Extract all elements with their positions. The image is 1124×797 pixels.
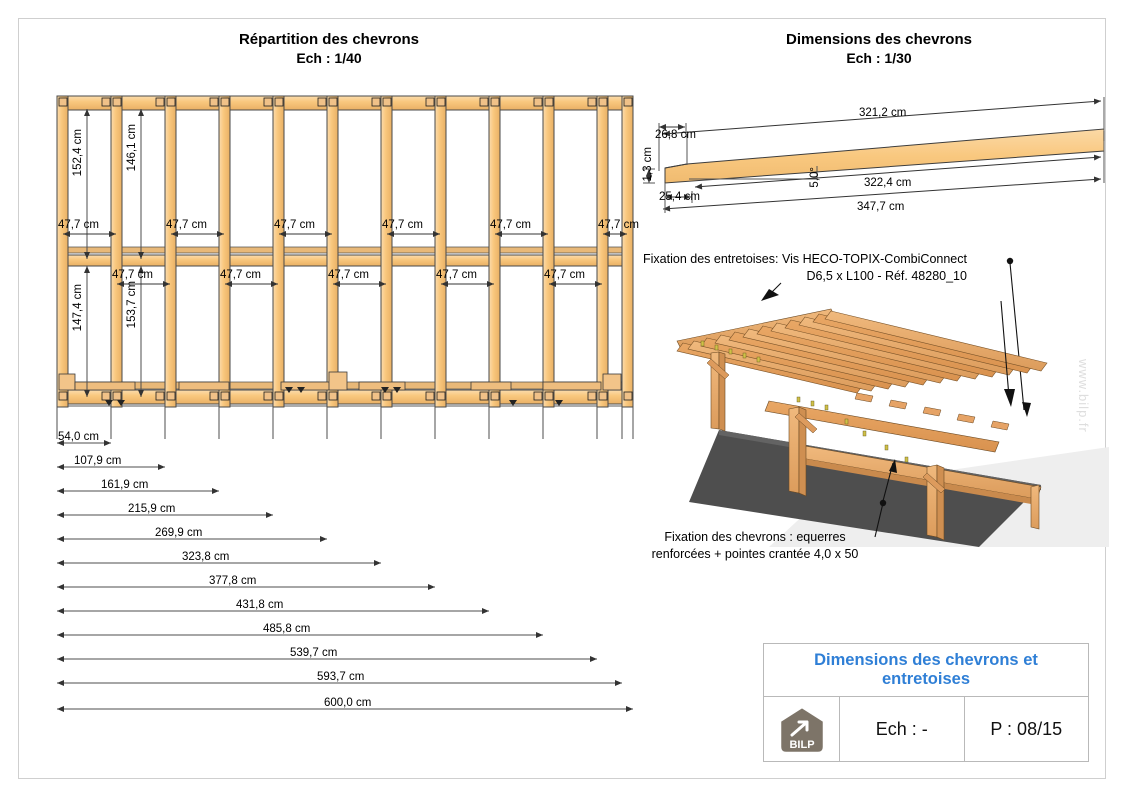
- vdim-label-152: 152,4 cm: [72, 129, 84, 177]
- right-panel-title-text: Dimensions des chevrons: [786, 31, 972, 48]
- title-block-heading: Dimensions des chevrons et entretoises: [764, 644, 1088, 697]
- title-block: [763, 643, 1089, 762]
- cum-dim-1: 54,0 cm: [58, 431, 99, 443]
- annotation-chevrons: [625, 529, 885, 563]
- annotation-chevrons-line1: Fixation des chevrons : equerres: [664, 530, 846, 544]
- title-block-page: P : 08/15: [990, 719, 1063, 739]
- spacing-label-u1: 47,7 cm: [58, 219, 99, 231]
- spacing-label-l2: 47,7 cm: [220, 269, 261, 281]
- cum-dim-9: 485,8 cm: [263, 623, 311, 635]
- cum-dim-6: 323,8 cm: [182, 551, 230, 563]
- spacing-label-l3: 47,7 cm: [328, 269, 369, 281]
- rafter-dim-bottom-offset: 25,4 cm: [659, 191, 700, 203]
- rafter-dim-thickness: 1,3 cm: [642, 147, 654, 182]
- spacing-label-l1: 47,7 cm: [112, 269, 153, 281]
- spacing-label-u3: 47,7 cm: [274, 219, 315, 231]
- watermark: www.bilp.fr: [1076, 359, 1091, 433]
- spacing-label-l5: 47,7 cm: [544, 269, 585, 281]
- left-panel-title-text: Répartition des chevrons: [238, 31, 420, 48]
- cum-dim-2: 107,9 cm: [74, 455, 122, 467]
- vdim-label-153: 153,7 cm: [126, 281, 138, 329]
- annotation-entretoises-line2: D6,5 x L100 - Réf. 48280_10: [806, 268, 967, 283]
- bilp-logo: [764, 697, 840, 762]
- bilp-logo-icon: [776, 704, 828, 756]
- cum-dim-11: 593,7 cm: [317, 671, 365, 683]
- spacing-label-u2: 47,7 cm: [166, 219, 207, 231]
- spacing-label-u6: 47,7 cm: [598, 219, 639, 231]
- rafter-dim-top-length: 321,2 cm: [859, 107, 907, 119]
- spacing-label-l4: 47,7 cm: [436, 269, 477, 281]
- left-panel-scale: Ech : 1/40: [296, 49, 362, 66]
- rafter-dim-mid-length: 322,4 cm: [864, 177, 912, 189]
- svg-text:BILP: BILP: [788, 738, 815, 751]
- annotation-entretoises-line1: Fixation des entretoises: Vis HECO-TOPIX-CombiConnect: [643, 252, 967, 266]
- leader-chevrons: [859, 459, 919, 549]
- rafter-dim-angle: 5,0°: [809, 167, 821, 188]
- spacing-label-u4: 47,7 cm: [382, 219, 423, 231]
- vdim-label-146: 146,1 cm: [126, 124, 138, 172]
- cum-dim-8: 431,8 cm: [236, 599, 284, 611]
- right-panel-title: [669, 31, 1089, 67]
- cum-dim-3: 161,9 cm: [101, 479, 149, 491]
- annotation-chevrons-line2: renforcées + pointes crantée 4,0 x 50: [651, 546, 859, 561]
- rafter-dim-bottom-length: 347,7 cm: [857, 201, 905, 213]
- drawing-sheet: [18, 18, 1106, 779]
- cum-dim-5: 269,9 cm: [155, 527, 203, 539]
- cum-dim-10: 539,7 cm: [290, 647, 338, 659]
- vdim-label-147: 147,4 cm: [72, 284, 84, 332]
- cum-dim-12: 600,0 cm: [324, 697, 372, 709]
- rafter-dim-top-offset: 26,8 cm: [655, 129, 696, 141]
- right-panel-scale: Ech : 1/30: [846, 49, 912, 66]
- cumulative-dimension-chain: [19, 19, 659, 729]
- cum-dim-7: 377,8 cm: [209, 575, 257, 587]
- title-block-scale: Ech : -: [840, 697, 965, 762]
- cum-dim-4: 215,9 cm: [128, 503, 176, 515]
- spacing-label-u5: 47,7 cm: [490, 219, 531, 231]
